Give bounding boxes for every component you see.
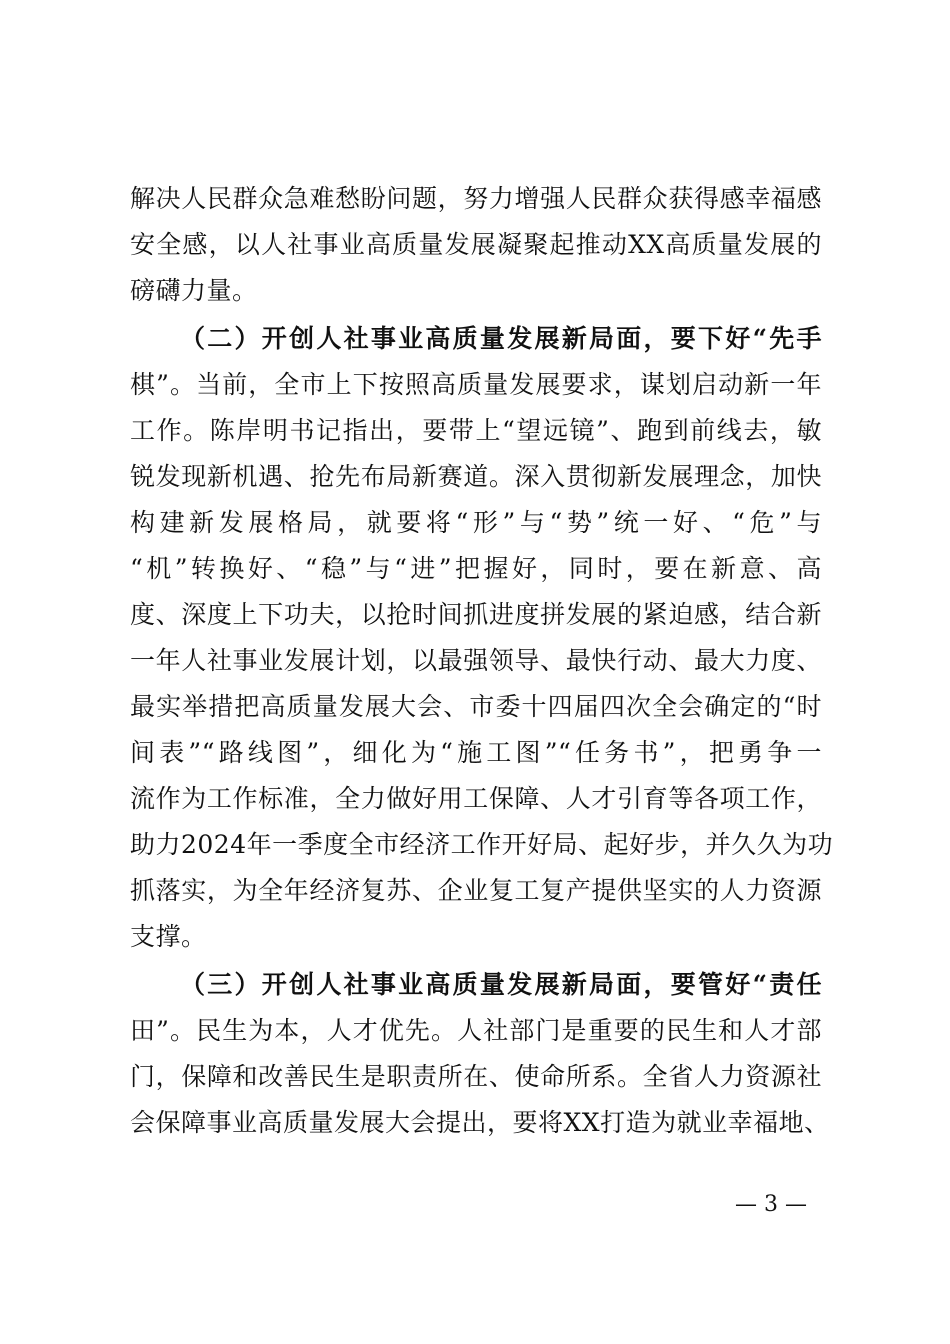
paragraph-line: 抓落实，为全年经济复苏、企业复工复产提供坚实的人力资源 (130, 876, 822, 905)
paragraph-line: 安全感，以人社事业高质量发展凝聚起推动XX高质量发展的 (130, 230, 822, 259)
paragraph-line: 一年人社事业发展计划，以最强领导、最快行动、最大力度、 (130, 646, 822, 675)
body-text (130, 176, 834, 1146)
paragraph-line: 最实举措把高质量发展大会、市委十四届四次全会确定的“时 (130, 692, 822, 721)
paragraph-line: 会保障事业高质量发展大会提出，要将XX打造为就业幸福地、 (130, 1108, 830, 1137)
paragraph (130, 962, 830, 1146)
paragraph-line: 间表”“路线图”，细化为“施工图”“任务书”，把勇争一 (130, 738, 822, 767)
paragraph-line: 流作为工作标准，全力做好用工保障、人才引育等各项工作， (130, 784, 822, 813)
paragraph-line: 度、深度上下功夫，以抢时间抓进度拼发展的紧迫感，结合新 (130, 600, 822, 629)
paragraph (130, 176, 822, 314)
paragraph-line: 助力2024年一季度全市经济工作开好局、起好步，并久久为功 (130, 830, 834, 859)
paragraph-heading-line: （二）开创人社事业高质量发展新局面，要下好“先手 (180, 324, 822, 353)
paragraph-line: 田”。民生为本，人才优先。人社部门是重要的民生和人才部 (130, 1016, 822, 1045)
paragraph-line: 构建新发展格局，就要将“形”与“势”统一好、“危”与 (130, 508, 822, 537)
paragraph-line: 磅礴力量。 (130, 276, 258, 305)
paragraph-line: 门，保障和改善民生是职责所在、使命所系。全省人力资源社 (130, 1062, 822, 1091)
page-number: — 3 — (735, 1192, 807, 1217)
paragraph-line: 解决人民群众急难愁盼问题，努力增强人民群众获得感幸福感 (130, 184, 822, 213)
paragraph-heading-line: （三）开创人社事业高质量发展新局面，要管好“责任 (180, 970, 822, 999)
paragraph-line: 支撑。 (130, 922, 207, 951)
paragraph-line: 棋”。当前，全市上下按照高质量发展要求，谋划启动新一年 (130, 370, 822, 399)
paragraph (130, 316, 834, 960)
paragraph-line: “机”转换好、“稳”与“进”把握好，同时，要在新意、高 (130, 554, 822, 583)
paragraph-line: 工作。陈岸明书记指出，要带上“望远镜”、跑到前线去，敏 (130, 416, 822, 445)
paragraph-line: 锐发现新机遇、抢先布局新赛道。深入贯彻新发展理念，加快 (130, 462, 822, 491)
